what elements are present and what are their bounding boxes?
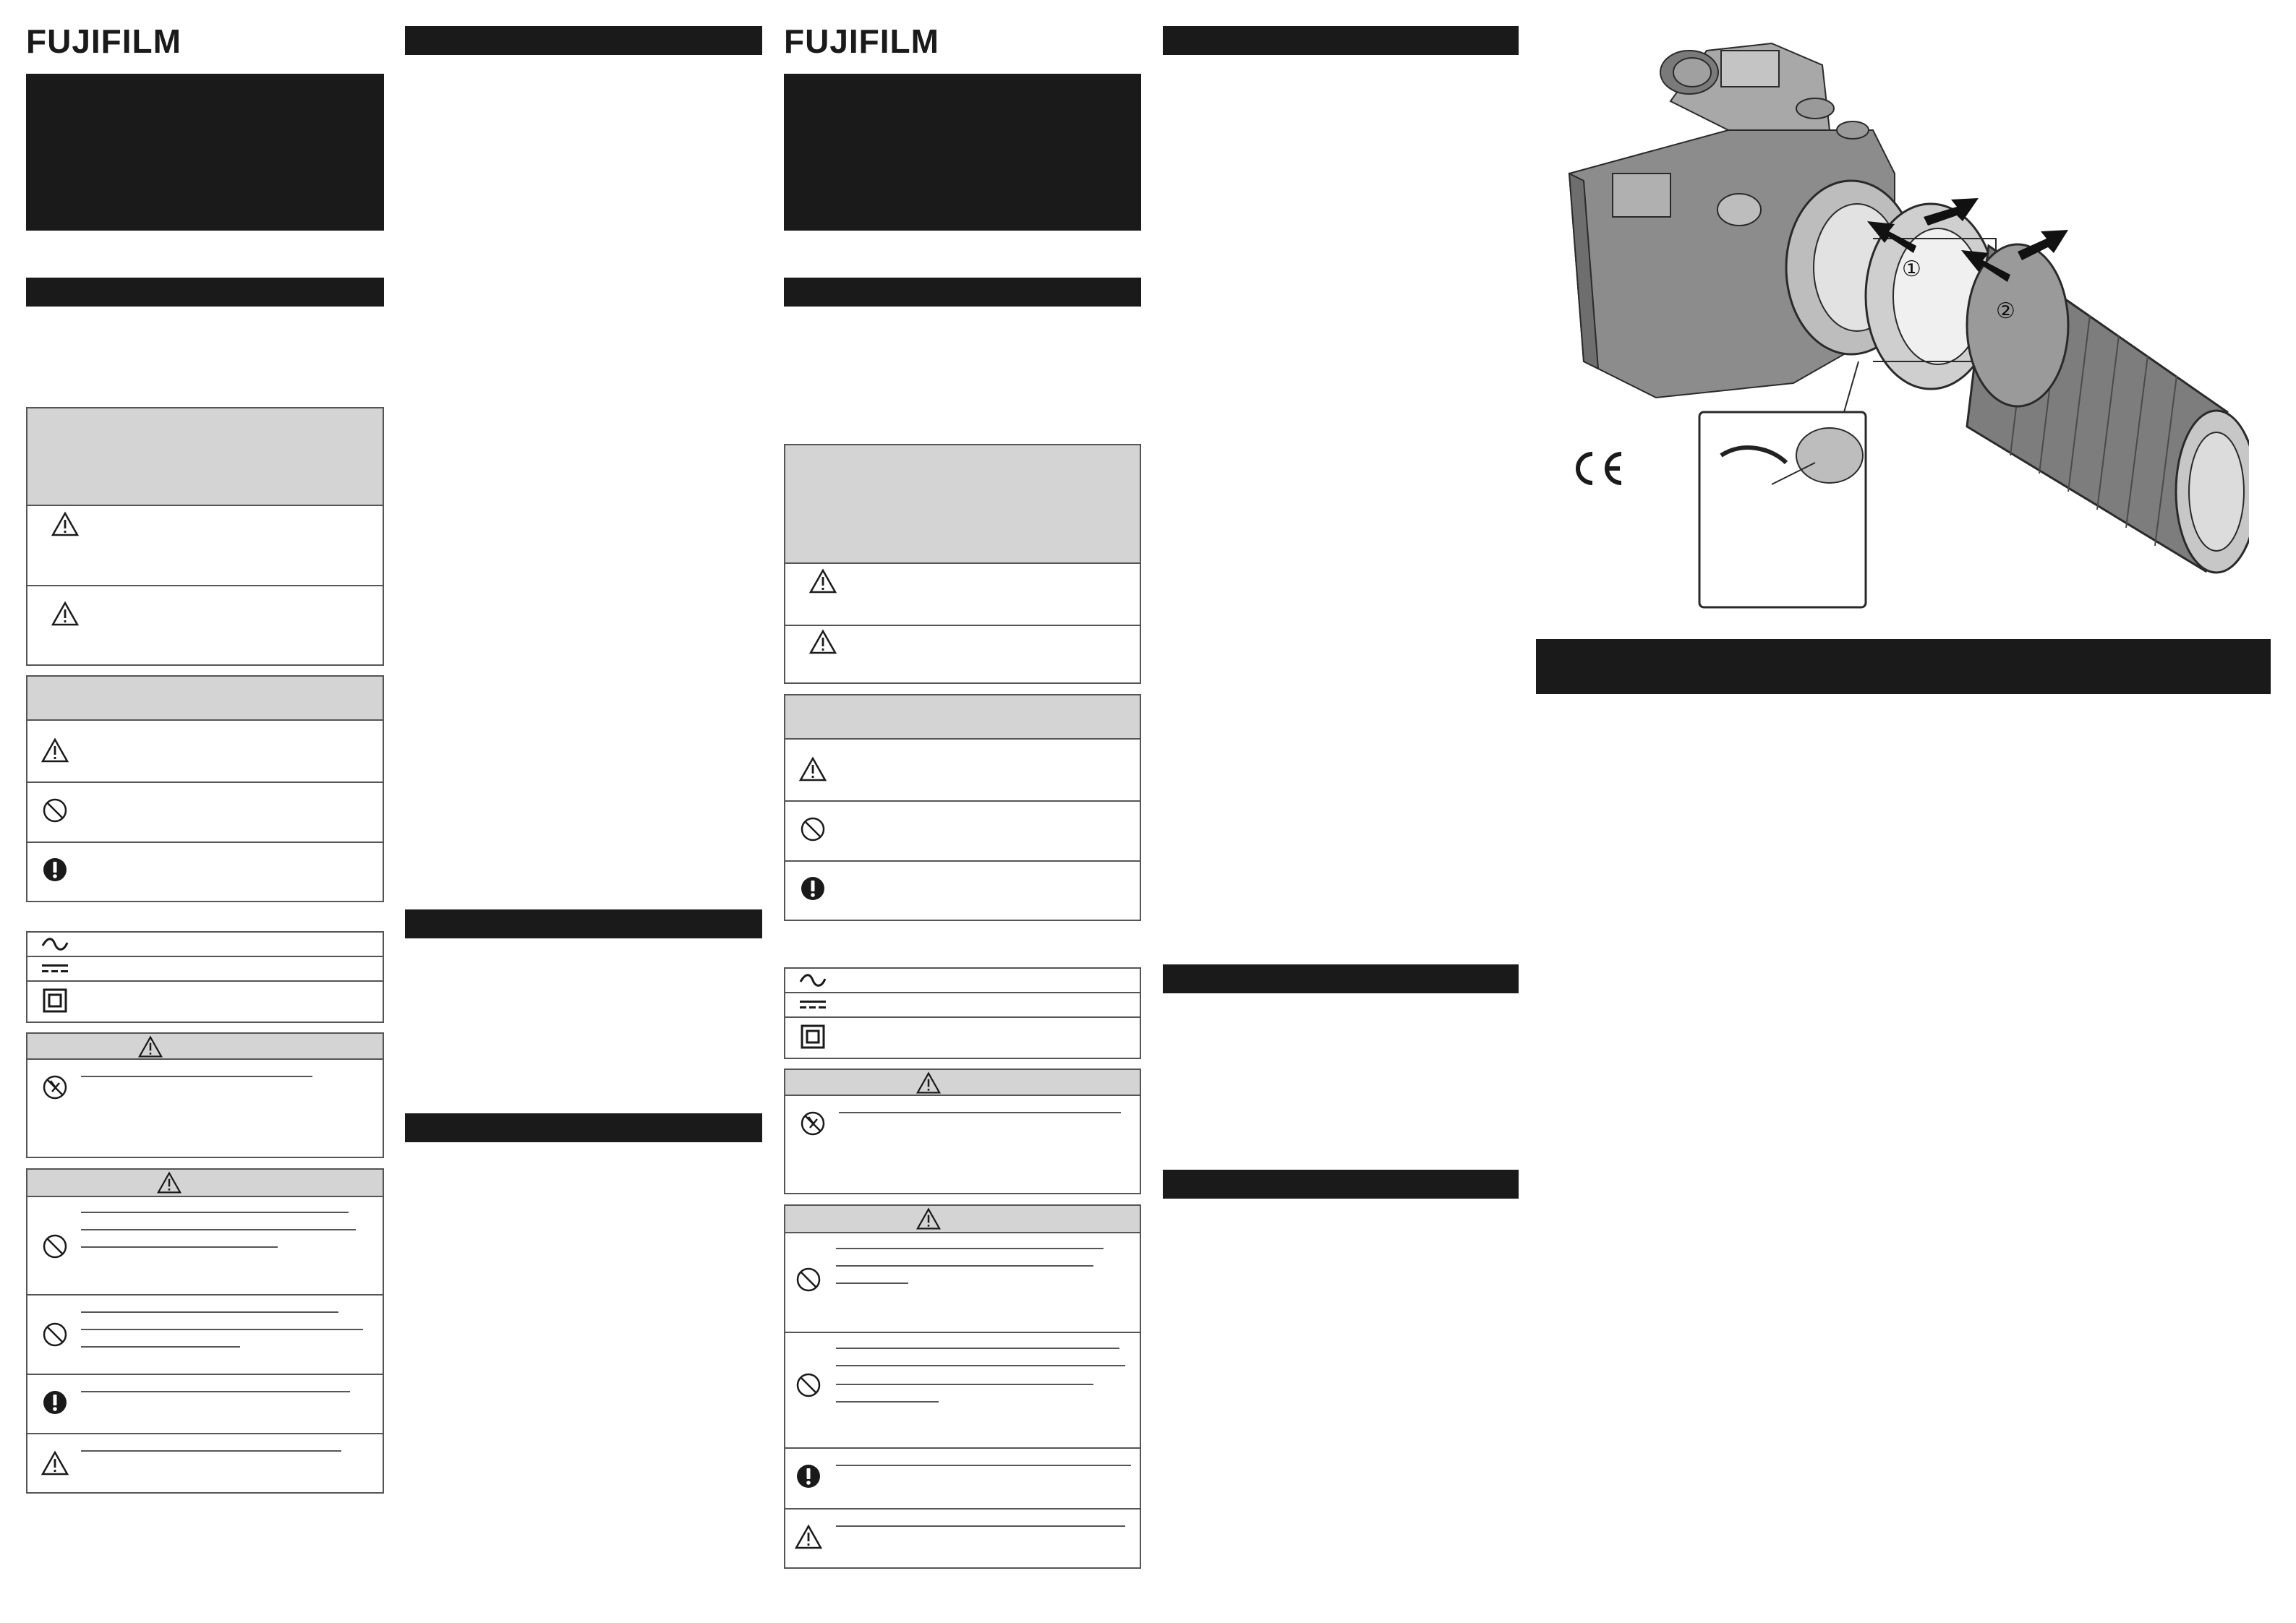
mandatory-exclamation-icon xyxy=(795,1463,821,1489)
svg-text:①: ① xyxy=(1902,257,1921,282)
warning-triangle-icon xyxy=(51,511,80,537)
safety-definitions-box xyxy=(784,444,1141,684)
prohibited-icon xyxy=(800,816,826,842)
mandatory-exclamation-icon xyxy=(42,1389,68,1416)
product-name-band xyxy=(1536,639,2271,694)
direct-current-icon xyxy=(40,962,69,976)
warning-triangle-icon xyxy=(914,1207,943,1230)
prohibited-icon xyxy=(42,1233,68,1259)
warning-triangle-icon xyxy=(808,629,837,655)
warning-triangle-icon xyxy=(136,1035,165,1058)
warning-triangle-icon xyxy=(51,601,80,627)
symbol-legend-box xyxy=(26,675,384,902)
safety-definitions-box xyxy=(26,407,384,666)
camera-mount-adapter-illustration xyxy=(1555,22,2249,614)
power-symbol-table xyxy=(26,931,384,1023)
prohibited-icon xyxy=(795,1372,821,1398)
section-header-bar xyxy=(1163,964,1519,993)
power-symbol-table xyxy=(784,967,1141,1059)
warning-triangle-icon xyxy=(808,568,837,594)
do-not-disassemble-icon xyxy=(42,1074,68,1100)
svg-text:②: ② xyxy=(1996,299,2015,324)
do-not-disassemble-icon xyxy=(800,1110,826,1136)
brand-logo-panel-1: FUJIFILM xyxy=(26,22,182,60)
section-header-bar xyxy=(26,278,384,307)
warning-triangle-icon xyxy=(794,1524,823,1550)
mandatory-exclamation-icon xyxy=(42,857,68,883)
mandatory-exclamation-icon xyxy=(800,875,826,902)
caution-box xyxy=(26,1168,384,1494)
class-ii-equipment-icon xyxy=(42,988,68,1014)
ce-mark xyxy=(1568,448,1626,489)
caution-box xyxy=(784,1204,1141,1569)
alternating-current-icon xyxy=(798,973,827,988)
warning-triangle-icon xyxy=(914,1071,943,1095)
warning-triangle-icon xyxy=(40,1450,69,1476)
warning-box xyxy=(784,1069,1141,1194)
warning-box xyxy=(26,1032,384,1158)
section-header-bar xyxy=(1163,26,1519,55)
section-header-bar xyxy=(1163,1170,1519,1199)
section-header-bar xyxy=(784,278,1141,307)
warning-triangle-icon xyxy=(798,756,827,782)
safety-definitions-header xyxy=(27,408,383,506)
section-header-bar xyxy=(405,1113,762,1142)
section-header-bar xyxy=(405,909,762,938)
title-block xyxy=(784,74,1141,231)
title-block xyxy=(26,74,384,231)
class-ii-equipment-icon xyxy=(800,1024,826,1050)
section-header-bar xyxy=(405,26,762,55)
warning-triangle-icon xyxy=(40,737,69,763)
brand-logo-panel-3: FUJIFILM xyxy=(784,22,939,60)
alternating-current-icon xyxy=(40,937,69,951)
prohibited-icon xyxy=(42,1322,68,1348)
symbol-legend-box xyxy=(784,694,1141,921)
direct-current-icon xyxy=(798,998,827,1012)
prohibited-icon xyxy=(42,797,68,823)
prohibited-icon xyxy=(795,1267,821,1293)
warning-triangle-icon xyxy=(155,1171,184,1194)
